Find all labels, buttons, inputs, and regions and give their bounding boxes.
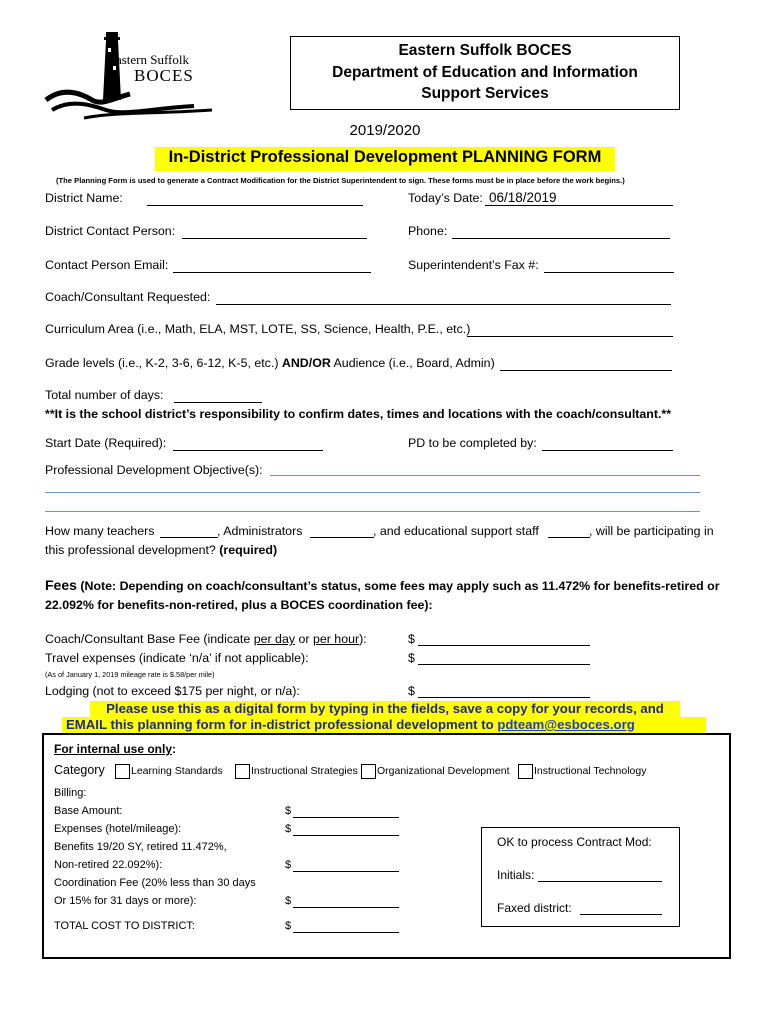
expenses-field[interactable] [293, 835, 399, 836]
benefits-dollar: $ [285, 859, 292, 871]
or-text: or [295, 632, 313, 646]
coord-fee-dollar: $ [285, 895, 292, 907]
benefits-field[interactable] [293, 871, 399, 872]
base-fee-end: ): [359, 632, 367, 646]
teachers-question: this professional development? [45, 543, 216, 557]
per-day-text: per day [253, 632, 296, 646]
checkbox-instructional-technology[interactable] [518, 764, 533, 779]
contact-email-label: Contact Person Email: [45, 258, 169, 272]
todays-date-label: Today’s Date: [408, 191, 483, 205]
fees-note-line1: (Note: Depending on coach/consultant’s status, some fees may apply such as 11.472% for benefits-retired or [76, 579, 720, 593]
internal-use-colon: : [172, 742, 177, 756]
total-days-field[interactable] [174, 402, 262, 403]
curriculum-area-label: Curriculum Area (i.e., Math, ELA, MST, LOTE, SS, Science, Health, P.E., etc.) [45, 322, 471, 336]
support-staff-count-field[interactable] [548, 537, 590, 538]
travel-label: Travel expenses (indicate ‘n/a’ if not applicable): [45, 651, 309, 665]
district-name-label: District Name: [45, 191, 123, 205]
grade-levels-field[interactable] [500, 370, 672, 371]
base-fee-text: Coach/Consultant Base Fee (indicate [45, 632, 254, 646]
form-subtitle: (The Planning Form is used to generate a Contract Modification for the District Superintendent to sign. These forms must be in place before the work begins.) [56, 176, 625, 185]
phone-field[interactable] [452, 238, 670, 239]
school-year: 2019/2020 [349, 122, 421, 139]
billing-label: Billing: [54, 787, 87, 799]
header-line2: Department of Education and Information [332, 64, 638, 81]
notice-line1: Please use this as a digital form by typing in the fields, save a copy for your records, and [106, 701, 664, 716]
pd-objective-field-2[interactable] [45, 492, 700, 493]
teachers-label-c: , and educational support staff [373, 524, 539, 538]
header-line1: Eastern Suffolk BOCES [398, 42, 572, 59]
ok-process-label: OK to process Contract Mod: [497, 835, 652, 849]
teachers-label-d: , will be participating in [589, 524, 714, 538]
administrators-count-field[interactable] [310, 537, 374, 538]
nonretired-label: Non-retired 22.092%): [54, 859, 163, 871]
label-instructional-technology: Instructional Technology [534, 765, 647, 777]
phone-label: Phone: [408, 224, 448, 238]
coord-fee-field[interactable] [293, 907, 399, 908]
contact-person-label: District Contact Person: [45, 224, 176, 238]
grade-levels-label [45, 356, 495, 370]
initials-label: Initials: [497, 868, 535, 882]
coord-fee-label: Coordination Fee (20% less than 30 days [54, 877, 256, 889]
base-amount-field[interactable] [293, 817, 399, 818]
base-fee-label [45, 632, 367, 646]
audience-text: Audience (i.e., Board, Admin) [330, 356, 495, 370]
base-fee-dollar: $ [408, 632, 415, 646]
base-amount-label: Base Amount: [54, 805, 123, 817]
lodging-dollar: $ [408, 684, 415, 698]
notice-line2 [66, 717, 635, 732]
super-fax-field[interactable] [544, 272, 674, 273]
per-hour-text: per hour [312, 632, 360, 646]
todays-date-field[interactable]: 06/18/2019 [489, 190, 557, 205]
pd-completed-label: PD to be completed by: [408, 436, 537, 450]
coach-requested-label: Coach/Consultant Requested: [45, 290, 211, 304]
base-fee-field[interactable] [418, 645, 590, 646]
checkbox-learning-standards[interactable] [115, 764, 130, 779]
total-cost-dollar: $ [285, 920, 292, 932]
logo-text-line2: BOCES [134, 66, 194, 85]
travel-dollar: $ [408, 651, 415, 665]
lodging-field[interactable] [418, 697, 590, 698]
coord-fee-label2: Or 15% for 31 days or more): [54, 895, 197, 907]
and-or-text: AND/OR [281, 356, 331, 370]
todays-date-underline [485, 205, 673, 206]
label-instructional-strategies: Instructional Strategies [251, 765, 358, 777]
base-amount-dollar: $ [285, 805, 292, 817]
travel-field[interactable] [418, 664, 590, 665]
start-date-field[interactable] [173, 450, 323, 451]
coach-requested-field[interactable] [216, 304, 671, 305]
logo-text-line1: Eastern Suffolk [108, 52, 189, 67]
super-fax-label: Superintendent’s Fax #: [408, 258, 539, 272]
pd-objective-field-3[interactable] [45, 511, 700, 512]
initials-field[interactable] [538, 881, 662, 882]
checkbox-instructional-strategies[interactable] [235, 764, 250, 779]
teachers-label-a: How many teachers [45, 524, 155, 538]
fees-note-line2: 22.092% for benefits-non-retired, plus a BOCES coordination fee): [45, 598, 433, 612]
total-days-label: Total number of days: [45, 388, 164, 402]
notice-line2-text: EMAIL this planning form for in-district professional development to [66, 717, 498, 732]
pd-objective-field-1[interactable] [270, 475, 700, 476]
expenses-label: Expenses (hotel/mileage): [54, 823, 182, 835]
internal-use-heading [54, 742, 176, 756]
teachers-label-b: , Administrators [217, 524, 303, 538]
teachers-count-field[interactable] [160, 537, 218, 538]
grade-levels-text: Grade levels (i.e., K-2, 3-6, 6-12, K-5, etc.) [45, 356, 282, 370]
pd-completed-field[interactable] [542, 450, 673, 451]
district-name-field[interactable] [147, 205, 363, 206]
contact-email-field[interactable] [173, 272, 371, 273]
lodging-label: Lodging (not to exceed $175 per night, or n/a): [45, 684, 300, 698]
curriculum-area-field[interactable] [467, 336, 673, 337]
responsibility-note: **It is the school district’s responsibility to confirm dates, times and locations with the coach/consultant.** [45, 407, 672, 421]
faxed-label: Faxed district: [497, 901, 572, 915]
pdteam-email-link[interactable]: pdteam@esboces.org [497, 717, 635, 732]
required-text: (required) [219, 543, 278, 557]
faxed-field[interactable] [580, 914, 662, 915]
label-organizational-development: Organizational Development [377, 765, 510, 777]
benefits-label: Benefits 19/20 SY, retired 11.472%, [54, 841, 227, 853]
pd-objective-label: Professional Development Objective(s): [45, 463, 263, 477]
total-cost-label: TOTAL COST TO DISTRICT: [54, 920, 195, 932]
header-line3: Support Services [421, 85, 549, 102]
contact-person-field[interactable] [182, 238, 367, 239]
category-label: Category [54, 763, 105, 777]
form-title-text: In-District Professional Development PLANNING FORM [168, 148, 602, 166]
mileage-note: (As of January 1, 2019 mileage rate is $.58/per mile) [45, 670, 215, 679]
fees-note [45, 577, 720, 593]
start-date-label: Start Date (Required): [45, 436, 167, 450]
internal-use-title: For internal use only [54, 742, 173, 756]
teachers-label-e [45, 543, 277, 557]
total-cost-field[interactable] [293, 932, 399, 933]
expenses-dollar: $ [285, 823, 292, 835]
checkbox-organizational-development[interactable] [361, 764, 376, 779]
fees-heading: Fees [45, 577, 77, 593]
label-learning-standards: Learning Standards [131, 765, 223, 777]
